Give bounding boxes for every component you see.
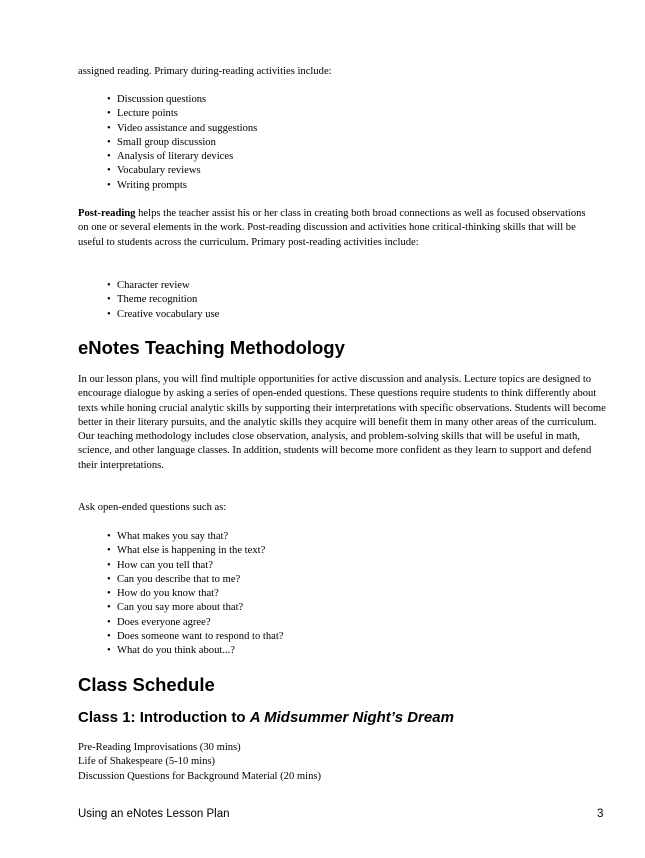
- methodology-heading: eNotes Teaching Methodology: [78, 337, 345, 358]
- footer-title: Using an eNotes Lesson Plan: [78, 808, 230, 820]
- list-item: • How can you tell that?: [107, 559, 627, 573]
- post-reading-text: helps the teacher assist his or her class in creating both broad connections as well as focused observations on one or several elements in the work. Post-reading discussion and activities hone critical-thinking skills that will be useful to students across the curriculum. Primary post-reading activities include:: [78, 208, 586, 248]
- list-item: • Does everyone agree?: [107, 616, 627, 630]
- questions-list: [107, 530, 627, 659]
- post-reading-paragraph: [78, 207, 598, 250]
- list-item: • Creative vocabulary use: [107, 308, 627, 322]
- intro-text: assigned reading. Primary during-reading activities include:: [78, 66, 332, 77]
- list-item: • Video assistance and suggestions: [107, 122, 627, 136]
- list-item: • Can you describe that to me?: [107, 573, 627, 587]
- during-reading-list: [107, 93, 627, 193]
- class1-heading: [78, 709, 454, 726]
- methodology-paragraph: In our lesson plans, you will find multiple opportunities for active discussion and analysis. Lecture topics are designed to encourage dialogue by asking a series of open-ended questions. These questions require students to think differently about texts while honing crucial analytic skills by supporting their interpretations with specific observations. Students will become better in their literary pursuits, and the analytic skills they acquire will benefit them in many other areas of the curriculum. Our teaching methodology includes close observation, analysis, and problem-solving skills that will be useful in math, science, and other language classes. In addition, students will become more confident as they learn to support and defend their interpretations.: [78, 374, 606, 471]
- list-item: • Writing prompts: [107, 179, 627, 193]
- list-item: • Character review: [107, 279, 627, 293]
- list-item: • Discussion questions: [107, 93, 627, 107]
- schedule-item: Discussion Questions for Background Material (20 mins): [78, 770, 322, 782]
- class1-title: A Midsummer Night’s Dream: [249, 709, 454, 726]
- list-item: • Does someone want to respond to that?: [107, 630, 627, 644]
- list-item: • Vocabulary reviews: [107, 164, 627, 178]
- list-item: • What else is happening in the text?: [107, 544, 627, 558]
- schedule-item: Life of Shakespeare (5-10 mins): [78, 756, 216, 768]
- list-item: • Can you say more about that?: [107, 601, 627, 615]
- list-item: • What makes you say that?: [107, 530, 627, 544]
- schedule-heading: Class Schedule: [78, 674, 215, 695]
- post-reading-list: [107, 279, 627, 322]
- page-number: 3: [597, 808, 604, 820]
- post-reading-term: Post-reading: [78, 208, 136, 219]
- list-item: • What do you think about...?: [107, 644, 627, 658]
- list-item: • How do you know that?: [107, 587, 627, 601]
- class1-prefix: Class 1: Introduction to: [78, 709, 250, 726]
- list-item: • Analysis of literary devices: [107, 150, 627, 164]
- ask-intro: Ask open-ended questions such as:: [78, 502, 227, 513]
- schedule-item: Pre-Reading Improvisations (30 mins): [78, 742, 241, 753]
- list-item: • Theme recognition: [107, 293, 627, 307]
- list-item: • Small group discussion: [107, 136, 627, 150]
- class1-items: [78, 741, 598, 784]
- list-item: • Lecture points: [107, 107, 627, 121]
